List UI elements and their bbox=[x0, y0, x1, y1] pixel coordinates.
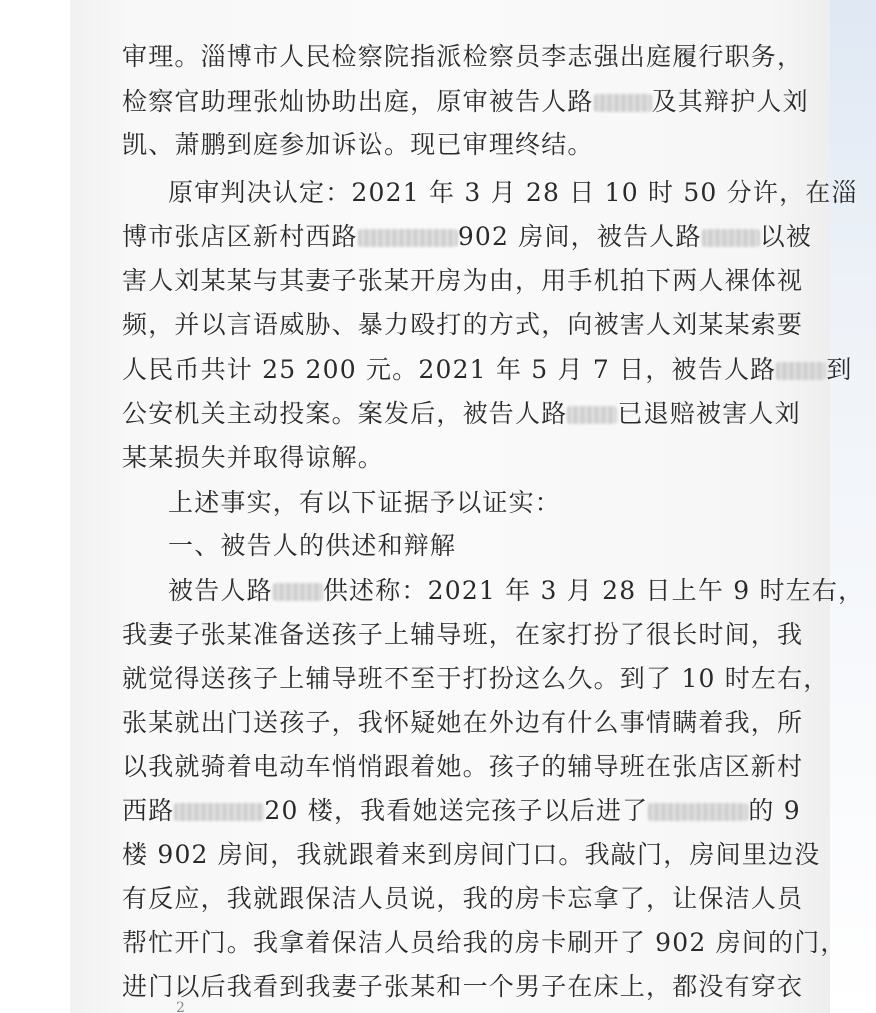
text-segment: 频，并以言语威胁、暴力殴打的方式，向被害人刘某某索要 bbox=[122, 310, 804, 339]
text-line bbox=[168, 490, 561, 515]
text-line bbox=[122, 445, 384, 470]
text-line bbox=[122, 622, 803, 647]
text-line bbox=[122, 357, 853, 382]
text-segment: 帮忙开门。我拿着保洁人员给我的房卡刷开了 902 房间的门， bbox=[122, 928, 847, 957]
text-segment: 原审判决认定：2021 年 3 月 28 日 10 时 50 分许，在淄 bbox=[168, 178, 858, 207]
text-segment: 审理。淄博市人民检察院指派检察员李志强出庭履行职务， bbox=[122, 42, 804, 71]
text-segment: 到 bbox=[826, 355, 853, 384]
paper-edge bbox=[830, 0, 876, 1013]
text-segment: 有反应，我就跟保洁人员说，我的房卡忘拿了，让保洁人员 bbox=[122, 884, 804, 913]
text-line bbox=[122, 89, 809, 114]
text-segment: 一、被告人的供述和辩解 bbox=[168, 531, 457, 560]
text-line bbox=[168, 180, 858, 205]
text-segment: 害人刘某某与其妻子张某开房为由，用手机拍下两人裸体视 bbox=[122, 266, 804, 295]
text-segment: 检察官助理张灿协助出庭，原审被告人路 bbox=[122, 87, 594, 116]
text-segment: 902 房间，被告人路 bbox=[457, 222, 702, 251]
text-segment: 已退赔被害人刘 bbox=[617, 399, 801, 428]
text-segment: 20 楼，我看她送完孩子以后进了 bbox=[264, 796, 649, 825]
text-line bbox=[122, 401, 801, 426]
text-line bbox=[168, 533, 456, 558]
text-segment: 人民币共计 25 200 元。2021 年 5 月 7 日，被告人路 bbox=[122, 355, 777, 384]
text-line bbox=[122, 798, 801, 823]
text-segment: 及其辩护人刘 bbox=[651, 87, 809, 116]
text-line bbox=[122, 132, 594, 157]
redaction-blur bbox=[648, 803, 748, 821]
redaction-blur bbox=[174, 803, 264, 821]
text-line bbox=[122, 842, 820, 867]
text-segment: 我妻子张某准备送孩子上辅导班，在家打扮了很长时间，我 bbox=[122, 620, 804, 649]
text-line bbox=[122, 666, 830, 691]
text-line bbox=[122, 710, 803, 735]
text-segment: 供述称：2021 年 3 月 28 日上午 9 时左右， bbox=[322, 576, 865, 605]
text-segment: 被告人路 bbox=[168, 576, 273, 605]
page-number: 2 bbox=[176, 1000, 185, 1013]
redaction-blur bbox=[567, 406, 617, 424]
text-line bbox=[122, 224, 812, 249]
text-segment: 进门以后我看到我妻子张某和一个男子在床上，都没有穿衣 bbox=[122, 972, 804, 1001]
text-line bbox=[122, 974, 803, 999]
text-segment: 以我就骑着电动车悄悄跟着她。孩子的辅导班在张店区新村 bbox=[122, 752, 804, 781]
text-segment: 的 9 bbox=[748, 796, 801, 825]
text-segment: 公安机关主动投案。案发后，被告人路 bbox=[122, 399, 568, 428]
text-segment: 西路 bbox=[122, 796, 175, 825]
text-line bbox=[168, 578, 864, 603]
redaction-blur bbox=[358, 229, 458, 247]
text-line bbox=[122, 886, 803, 911]
text-segment: 上述事实，有以下证据予以证实： bbox=[168, 488, 562, 517]
redaction-blur bbox=[594, 94, 652, 112]
text-segment: 楼 902 房间，我就跟着来到房间门口。我敲门，房间里边没 bbox=[122, 840, 821, 869]
text-segment: 某某损失并取得谅解。 bbox=[122, 443, 385, 472]
text-line bbox=[122, 268, 803, 293]
text-line bbox=[122, 930, 847, 955]
text-line bbox=[122, 754, 803, 779]
redaction-blur bbox=[702, 229, 760, 247]
text-line bbox=[122, 44, 803, 69]
text-segment: 凯、萧鹏到庭参加诉讼。现已审理终结。 bbox=[122, 130, 594, 159]
text-segment: 博市张店区新村西路 bbox=[122, 222, 358, 251]
text-segment: 张某就出门送孩子，我怀疑她在外边有什么事情瞒着我，所 bbox=[122, 708, 804, 737]
text-line bbox=[122, 312, 803, 337]
redaction-blur bbox=[273, 583, 323, 601]
text-segment: 就觉得送孩子上辅导班不至于打扮这么久。到了 10 时左右， bbox=[122, 664, 830, 693]
text-segment: 以被 bbox=[759, 222, 813, 251]
redaction-blur bbox=[776, 362, 826, 380]
